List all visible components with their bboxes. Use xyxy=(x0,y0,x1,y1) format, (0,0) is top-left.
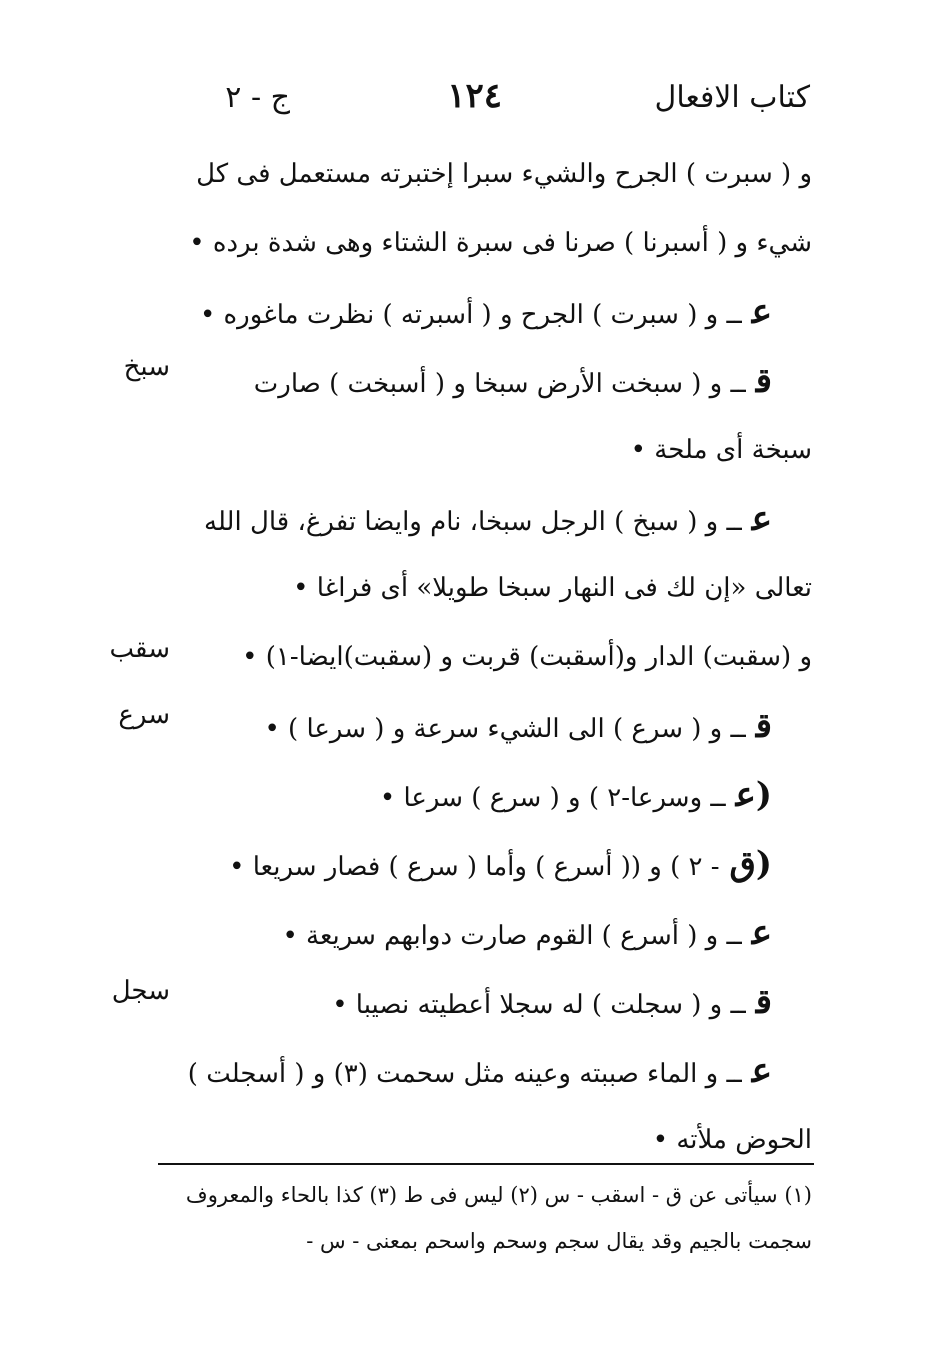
margin-note-root: سجل xyxy=(111,976,170,1006)
text-line xyxy=(180,623,812,692)
line-text: ــ و ( سجلت ) له سجلا أعطيته نصيبا • xyxy=(332,990,746,1020)
volume-part: ج - ٢ xyxy=(225,80,290,115)
source-siglum: ع xyxy=(751,499,772,539)
line-text: و ( سبرت ) الجرح والشيء سبرا إختبرته مستعمل فى كل xyxy=(196,159,812,189)
text-line xyxy=(180,968,812,1037)
text-line xyxy=(180,485,812,554)
line-text: شيء و ( أسبرنا ) صرنا فى سبرة الشتاء وهى شدة برده • xyxy=(189,228,812,258)
text-line xyxy=(180,278,812,347)
footnote-divider xyxy=(158,1163,814,1165)
footnotes xyxy=(160,1172,812,1264)
line-text: ــ و ( سبخ ) الرجل سبخا، نام وايضا تفرغ، قال الله xyxy=(204,507,742,537)
footnote-line: (١) سيأتى عن ق - اسقب - س (٢) ليس فى ط (٣) كذا بالحاء والمعروف xyxy=(185,1183,812,1207)
text-line xyxy=(180,899,812,968)
source-siglum: ع xyxy=(751,292,772,332)
line-text: ــ وسرعا-٢ ) و ( سرع ) سرعا • xyxy=(379,783,726,813)
line-text: ــ و ( سبرت ) الجرح و ( أسبرته ) نظرت ماغوره • xyxy=(199,300,742,330)
book-title: كتاب الافعال xyxy=(654,80,810,115)
line-text: سبخة أى ملحة • xyxy=(630,435,812,465)
text-line xyxy=(180,416,812,485)
source-siglum: (ع xyxy=(735,775,772,815)
page-number: ١٢٤ xyxy=(447,76,502,116)
text-line xyxy=(180,830,812,899)
text-line xyxy=(180,554,812,623)
line-text: ــ و الماء صببته وعينه مثل سحمت (٣) و ( أسجلت ) xyxy=(187,1059,742,1089)
text-line xyxy=(180,692,812,761)
footnote-line: سجمت بالجيم وقد يقال سجم وسحم واسحم بمعنى - س - xyxy=(306,1229,812,1253)
margin-note-root: سرع xyxy=(118,700,170,730)
main-text xyxy=(180,140,812,1175)
source-siglum: (ق xyxy=(729,844,772,884)
page-header xyxy=(190,72,810,128)
text-line xyxy=(180,140,812,209)
text-line xyxy=(180,209,812,278)
source-siglum: ق xyxy=(755,706,772,746)
source-siglum: ق xyxy=(755,982,772,1022)
line-text: تعالى «إن لك فى النهار سبخا طويلا» أى فراغا • xyxy=(293,573,812,603)
line-text: الحوض ملأته • xyxy=(652,1125,812,1155)
line-text: و (سقبت) الدار و(أسقبت) قربت و (سقبت)ايضا-١) • xyxy=(242,642,812,672)
line-text: ــ و ( سرع ) الى الشيء سرعة و ( سرعا ) • xyxy=(264,714,746,744)
line-text: ــ و ( أسرع ) القوم صارت دوابهم سريعة • xyxy=(282,921,742,951)
margin-note-root: سبخ xyxy=(123,352,170,382)
margin-note-root: سقب xyxy=(109,634,170,664)
source-siglum: ع xyxy=(751,913,772,953)
line-text: - ٢ ) و (( أسرع ) وأما ( سرع ) فصار سريعا • xyxy=(229,852,720,882)
source-siglum: ع xyxy=(751,1051,772,1091)
source-siglum: ق xyxy=(755,361,772,401)
text-line xyxy=(180,347,812,416)
line-text: ــ و ( سبخت الأرض سبخا و ( أسبخت ) صارت xyxy=(253,369,746,399)
text-line xyxy=(180,761,812,830)
text-line xyxy=(180,1037,812,1106)
